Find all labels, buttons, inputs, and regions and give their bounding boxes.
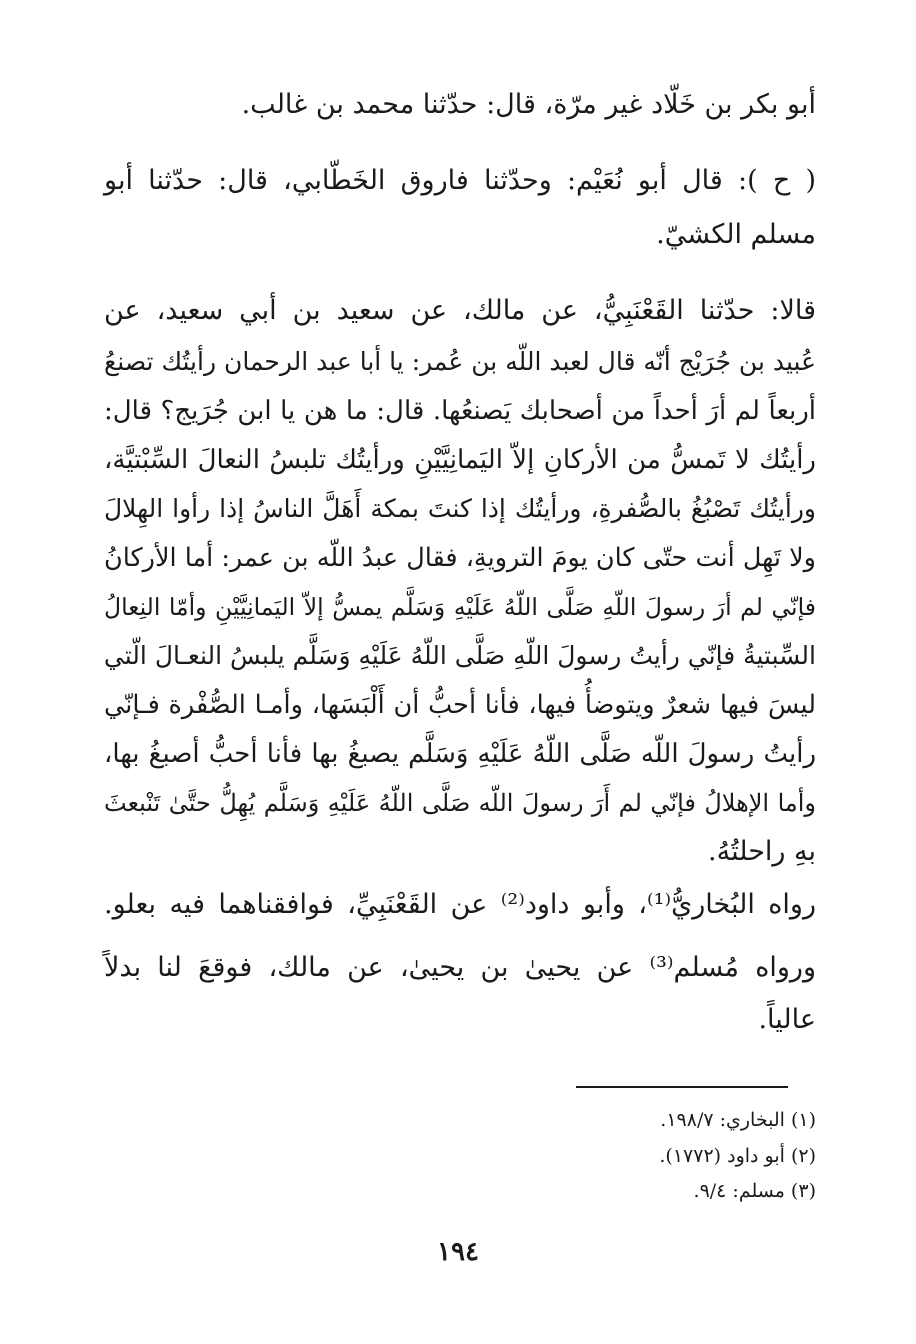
footnote: (١) البخاري: ١٩٨/٧.: [660, 1109, 816, 1131]
footnote: (٢) أبو داود (١٧٧٢).: [659, 1145, 816, 1167]
text-line: ورأيتُك تَصْبُغُ بالصُّفرةِ، ورأيتُك إذا كنتَ بمكة أَهَلَّ الناسُ إذا رأوا الهِلالَ: [104, 494, 816, 523]
text-line: ورواه مُسلم⁽³⁾ عن يحيىٰ بن يحيىٰ، عن مالك، فوقعَ لنا بدلاً: [104, 952, 816, 983]
text-line: بهِ راحلتُهُ.: [708, 836, 816, 867]
footnote: (٣) مسلم: ٩/٤.: [693, 1180, 816, 1202]
text-line: رأيتُ رسولَ اللّه صَلَّى اللّهُ عَلَيْهِ وَسَلَّم يصبغُ بها فأنا أحبُّ أصبغُ بها،: [104, 739, 816, 769]
text-line: ( ح ): قال أبو نُعَيْم: وحدّثنا فاروق الخَطّابي، قال: حدّثنا أبو: [104, 165, 816, 196]
text-line: رواه البُخاريُّ⁽¹⁾، وأبو داود⁽²⁾ عن القَعْنَبِيِّ، فوافقناهما فيه بعلو.: [104, 889, 816, 920]
text-line: رأيتُك لا تَمسُّ من الأركانِ إلاّ اليَمانِيَّيْنِ ورأيتُك تلبسُ النعالَ السِّبْتيَّة،: [104, 445, 816, 475]
text-line: أبو بكر بن خَلّاد غير مرّة، قال: حدّثنا محمد بن غالب.: [241, 89, 816, 120]
page-number: ١٩٤: [437, 1237, 479, 1267]
text-line: وأما الإهلالُ فإنّي لم أَرَ رسولَ اللّه صَلَّى اللّهُ عَلَيْهِ وَسَلَّم يُهِلُّ حتَّىٰ تَنْبعثَ: [104, 789, 816, 817]
text-line: قالا: حدّثنا القَعْنَبِيُّ، عن مالك، عن سعيد بن أبي سعيد، عن: [104, 295, 816, 326]
text-line: ليسَ فيها شعرٌ ويتوضأُ فيها، فأنا أحبُّ أن أَلْبَسَها، وأمـا الصُّفْرة فـإنّي: [104, 690, 816, 720]
text-line: فإنّي لم أرَ رسولَ اللّهِ صَلَّى اللّهُ عَلَيْهِ وَسَلَّم يمسُّ إلاّ اليَمانِيَّيْنِ وأمّا النِعالُ: [104, 593, 816, 621]
text-line: عُبيد بن جُرَيْج أنّه قال لعبد اللّه بن عُمر: يا أبا عبد الرحمان رأيتُك تصنعُ: [104, 347, 816, 376]
footnote-separator: [576, 1086, 788, 1088]
text-line: مسلم الكشيّ.: [656, 219, 816, 250]
text-line: السِّبتيةُ فإنّي رأيتُ رسولَ اللّهِ صَلَّى اللّهُ عَلَيْهِ وَسَلَّم يلبسُ النعـالَ الّتي: [103, 641, 816, 670]
text-line: عالياً.: [758, 1004, 816, 1035]
text-line: ولا تَهِل أنت حتّى كان يومَ الترويةِ، فقال عبدُ اللّه بن عمر: أما الأركانُ: [104, 543, 816, 573]
text-line: أربعاً لم أرَ أحداً من أصحابك يَصنعُها. قال: ما هن يا ابن جُرَيج؟ قال:: [104, 396, 816, 426]
